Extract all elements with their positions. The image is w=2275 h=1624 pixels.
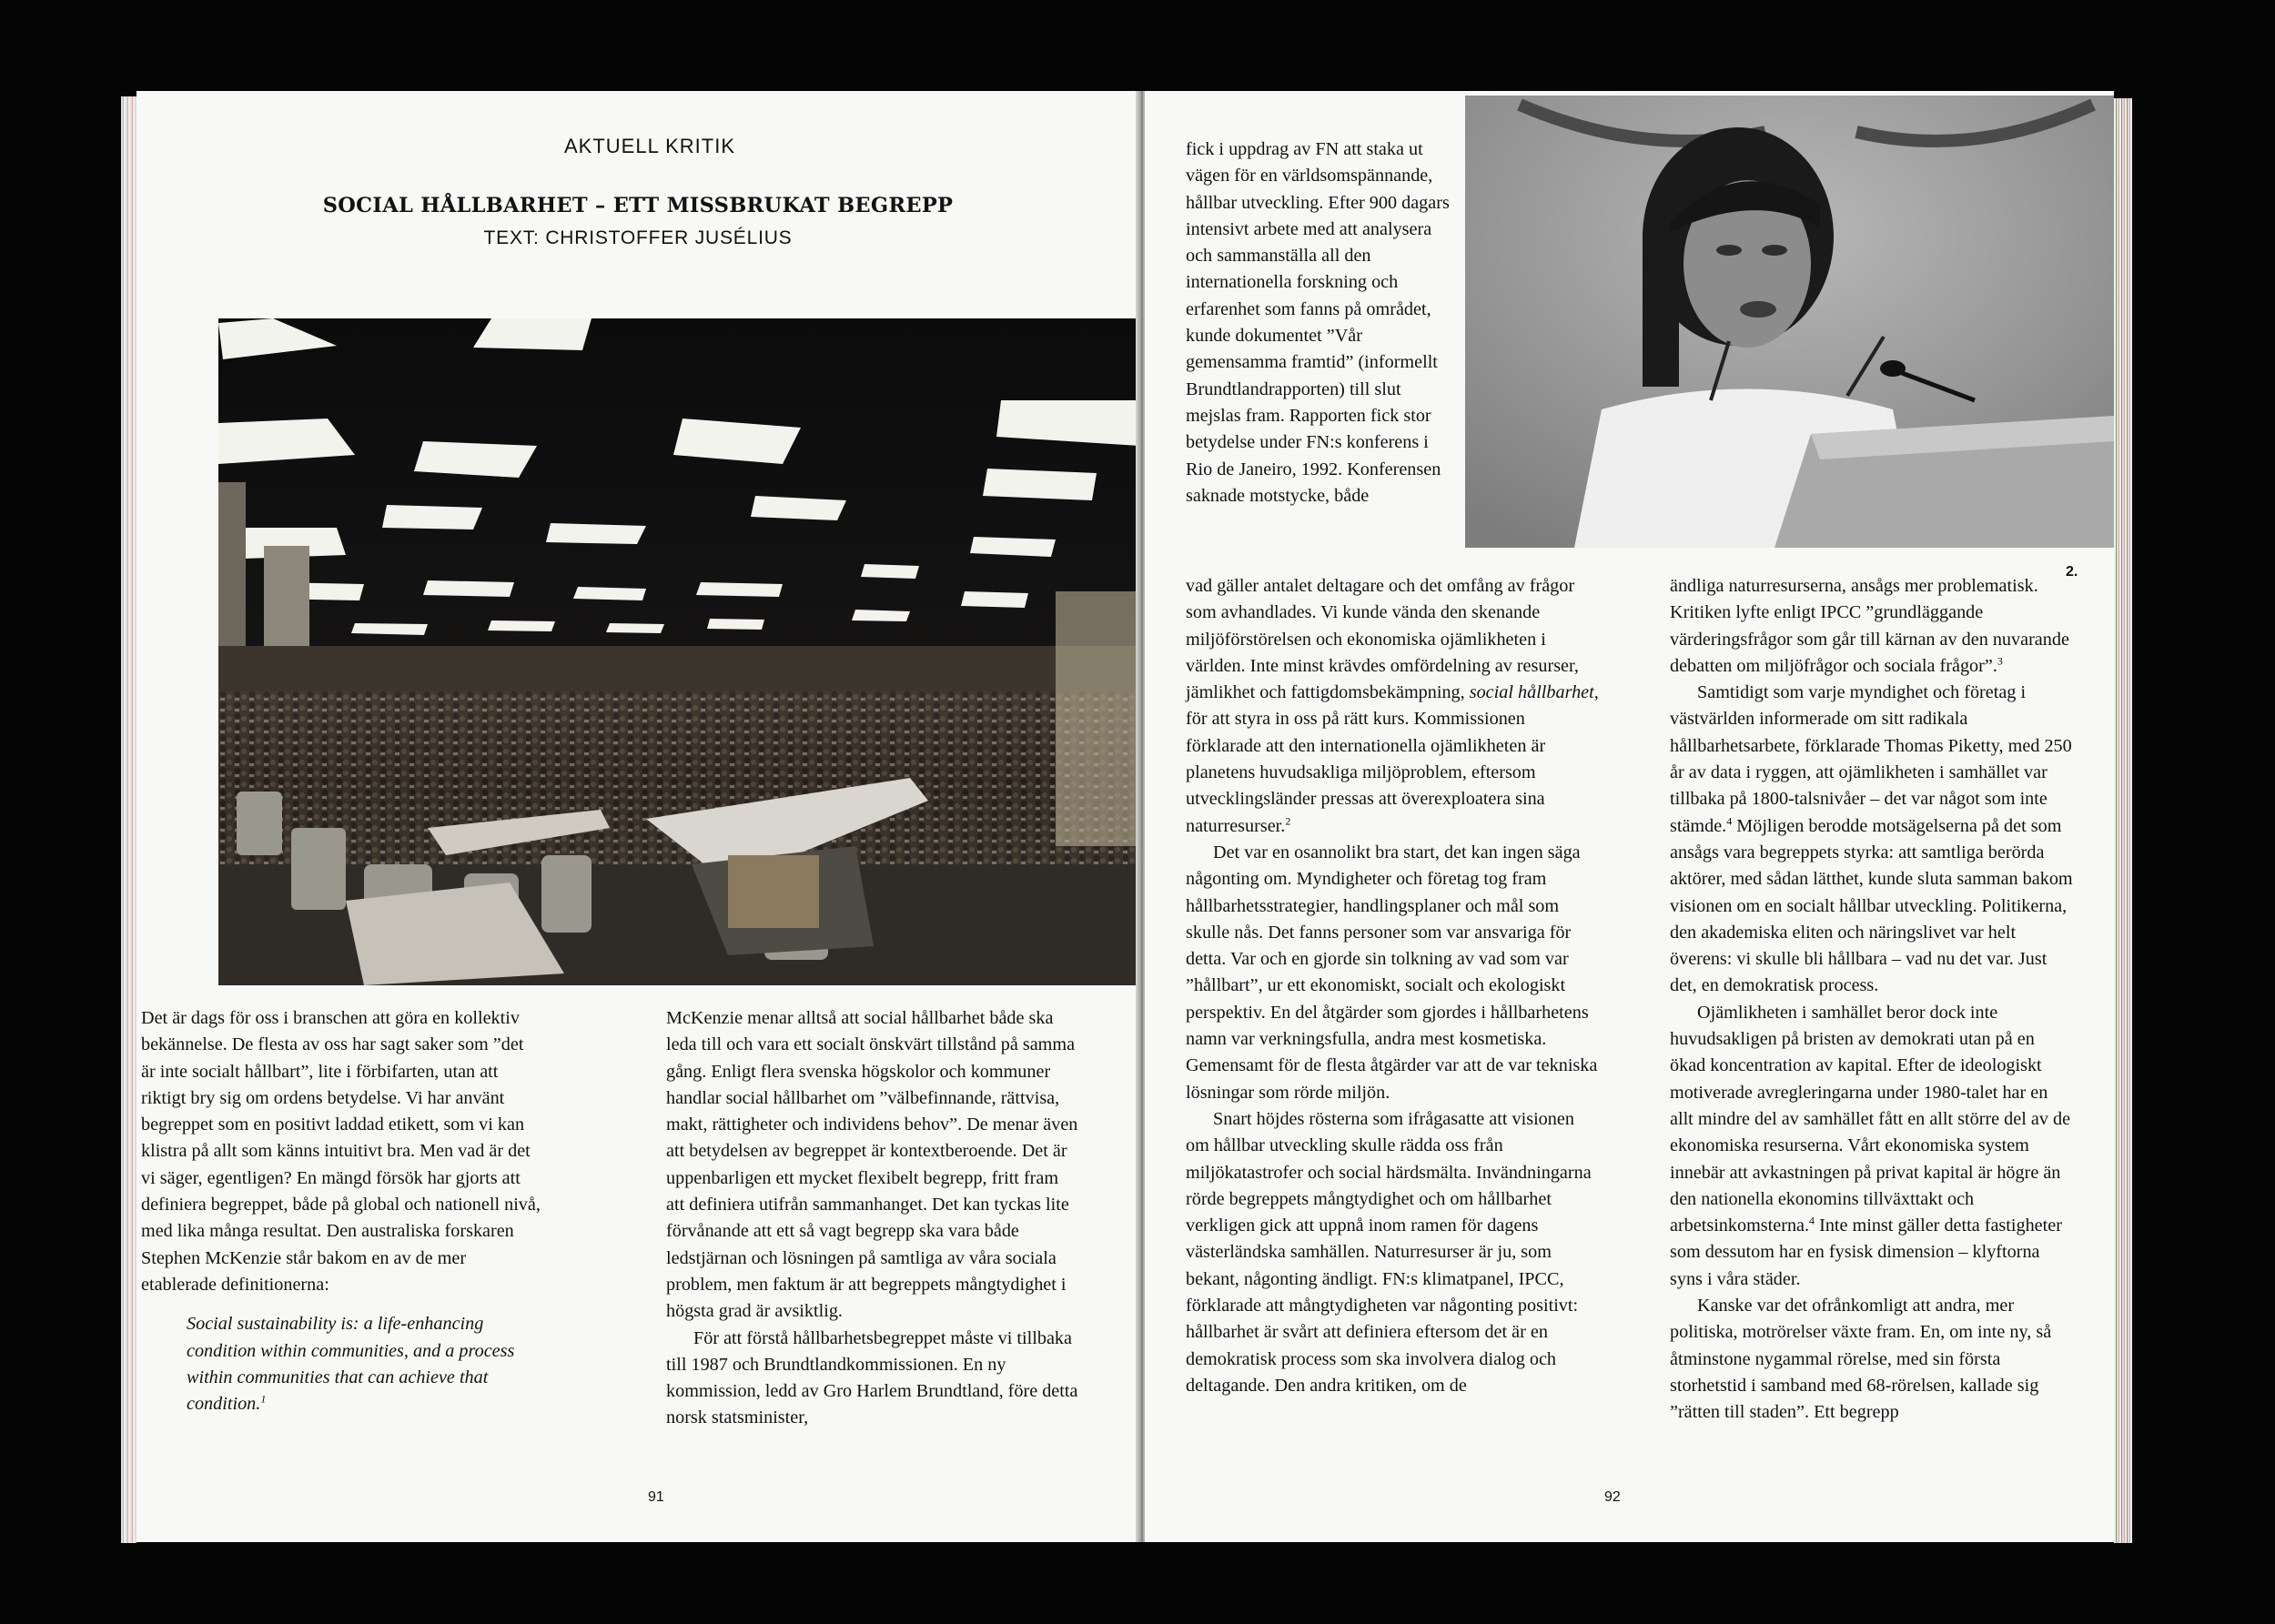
right-to-city-paragraph: Kanske var det ofrånkomligt att andra, mer politiska, motrörelser växte fram. En, om inte ny, så åtminstone nygammal rörelse, med sin första storhetstid i samband med 68-rörelsen, kallade sig ”rätten till staden”. Ett begrepp xyxy=(1670,1296,2052,1423)
speaker-photo xyxy=(1465,96,2114,548)
left-column-1 xyxy=(141,1005,541,1430)
right-page-edges xyxy=(2114,98,2132,1543)
piketty-paragraph: Samtidigt som varje myndighet och företag i västvärlden informerade om sitt radikala hållbarhetsarbete, förklarade Thomas Piketty, med 250 år av data i ryggen, att ojämlikheten i samhället var tillbaka på 1800-talsnivåer – det var något som inte stämde.$^4$ Möjligen berodde motsägelserna på det som ansågs vara begreppets styrka: att samtliga berörda aktörer, med sådan lätthet, kunde sluta samman bakom visionen om en socialt hållbar utveckling. Politikerna, den akademiska eliten och näringslivet var helt överens: vi skulle bli hållbara – vad nu det var. Just det, en demokratisk process. xyxy=(1670,682,2073,996)
article-byline: TEXT: CHRISTOFFER JUSÉLIUS xyxy=(483,227,793,248)
mckenzie-quote: Social sustainability is: a life-enhancing condition within communities, and a process within communities that can achieve that condition.$^1$ xyxy=(187,1314,515,1415)
page-number-right: 92 xyxy=(1604,1489,1621,1505)
right-column-1 xyxy=(1186,573,1600,1399)
left-page-edges xyxy=(121,96,136,1543)
right-column-2 xyxy=(1670,573,2075,1427)
inequality-paragraph: Ojämlikheten i samhället beror dock inte huvudsakligen på bristen av demokrati utan på en ökad koncentration av kapital. Efter de ideologiskt motiverade avregleringarna under 1980-talet har en allt mindre del av samhället fått en allt större del av de ekonomiska resurserna. Vårt ekonomiska system innebär att avkastningen på privat kapital är högre än den nationella ekonomins tillväxttakt och arbetsinkomsterna.$^4$ Inte minst gäller detta fastigheter som dessutom har en fysisk dimension – klyftorna syns i våra städer. xyxy=(1670,1002,2071,1289)
left-column-2 xyxy=(666,1005,1080,1432)
intro-paragraph: Det är dags för oss i branschen att göra en kollektiv bekännelse. De flesta av oss har sagt saker som ”det är inte socialt hållbart”, lite i förbifarten, utan att riktigt bry sig om ordens betydelse. Vi har använt begreppet som en positivt laddad etikett, som vi kan klistra på allt som känns intuitivt bra. Men vad är det vi säger, egentligen? En mängd försök har gjorts att definiera begreppet, både på global och nationell nivå, med lika många resultat. Den australiska forskaren Stephen McKenzie står bakom en av de mer etablerade definitionerna: xyxy=(141,1008,541,1295)
section-label: AKTUELL KRITIK xyxy=(564,135,736,157)
brundtland-continued: fick i uppdrag av FN att staka ut vägen för en världsomspännande, hållbar utveckling. Efter 900 dagars intensivt arbete med att analysera och sammanställa all den internationella forskning och erfarenhet som fanns på området, kunde dokumentet ”Vår gemensamma framtid” (informellt Brundtlandrapporten) till slut mejslas fram. Rapporten fick stor betydelse under FN:s konferens i Rio de Janeiro, 1992. Konferensen saknade motstycke, både xyxy=(1186,139,1450,506)
page-number-left: 91 xyxy=(648,1489,664,1505)
figure-number: 2. xyxy=(2066,564,2078,580)
criticism-paragraph: Snart höjdes rösterna som ifrågasatte att visionen om hållbar utveckling skulle rädda oss från miljökatastrofer och social härdsmälta. Invändningarna rörde begreppets mångtydighet och om hållbarhet verkligen gick att uppnå inom ramen för dagens västerländska samhällen. Naturresurser är ju, som bekant, någonting ändligt. FN:s klimatpanel, IPCC, förklarade att mångtydigheten var någonting positivt: hållbarhet är svårt att definiera eftersom det är en demokratisk process som ska involvera dialog och deltagande. Den andra kritiken, om de xyxy=(1186,1108,1592,1396)
right-page xyxy=(1145,91,2114,1542)
footnote-marker: 1 xyxy=(260,1392,267,1406)
brundtland-paragraph: För att förstå hållbarhetsbegreppet måste vi tillbaka till 1987 och Brundtlandkommissionen. En ny kommission, ledd av Gro Harlem Brundtland, före detta norsk statsminister, xyxy=(666,1327,1078,1428)
mckenzie-paragraph: McKenzie menar alltså att social hållbarhet både ska leda till och vara ett socialt önskvärt tillstånd på samma gång. Enligt flera svenska högskolor och kommuner handlar social hållbarhet om ”välbefinnande, rättvisa, makt, rättigheter och individens behov”. De menar även att betydelsen av begreppet är kontextberoende. Det är uppenbarligen ett mycket flexibelt begrepp, fritt fram att definiera utifrån sammanhanget. Det kan tyckas lite förvånande att ett så vagt begrepp ska vara både ledstjärnan och lösningen på samtliga av våra sociala problem, men faktum är att begreppets mångtydighet i högsta grad är avsiktlig. xyxy=(666,1008,1078,1322)
ipcc-paragraph: ändliga naturresurserna, ansågs mer problematisk. Kritiken lyfte enligt IPCC ”grundläggande värderingsfrågor som går till kärnan av den nuvarande debatten om miljöfrågor och sociala frågor”.$^3$ xyxy=(1670,576,2069,676)
good-start-paragraph: Det var en osannolikt bra start, det kan ingen säga någonting om. Myndigheter och företag tog fram hållbarhetsstrategier, handlingsplaner och mål som skulle nås. Det fanns personer som var ansvariga för detta. Var och en gjorde sin tolkning av vad som var ”hållbart”, ur ett ekonomiskt, socialt och ekologiskt perspektiv. En del åtgärder som gjordes i hållbarhetens namn var verkningsfulla, andra mest kosmetiska. Gemensamt för de flesta åtgärder var att de var tekniska lösningar som rörde miljön. xyxy=(1186,842,1598,1103)
left-page xyxy=(136,91,1139,1542)
article-headline: SOCIAL HÅLLBARHET – ETT MISSBRUKAT BEGREPP xyxy=(322,194,954,217)
right-column-1-top xyxy=(1186,136,1459,509)
rio-paragraph: vad gäller antalet deltagare och det omfång av frågor som avhandlades. Vi kunde vända den skenande miljöförstörelsen och ekonomiska ojämlikheten i världen. Inte minst krävdes omfördelning av resurser, jämlikhet och fattigdomsbekämpning, social hållbarhet, för att styra in oss på rätt kurs. Kommissionen förklarade att den internationella ojämlikheten är planetens huvudsakliga miljöproblem, eftersom utvecklingsländer pressas att överexploatera sina naturresurser.$^2$ xyxy=(1186,576,1599,836)
conference-hall-photo xyxy=(218,318,1139,985)
